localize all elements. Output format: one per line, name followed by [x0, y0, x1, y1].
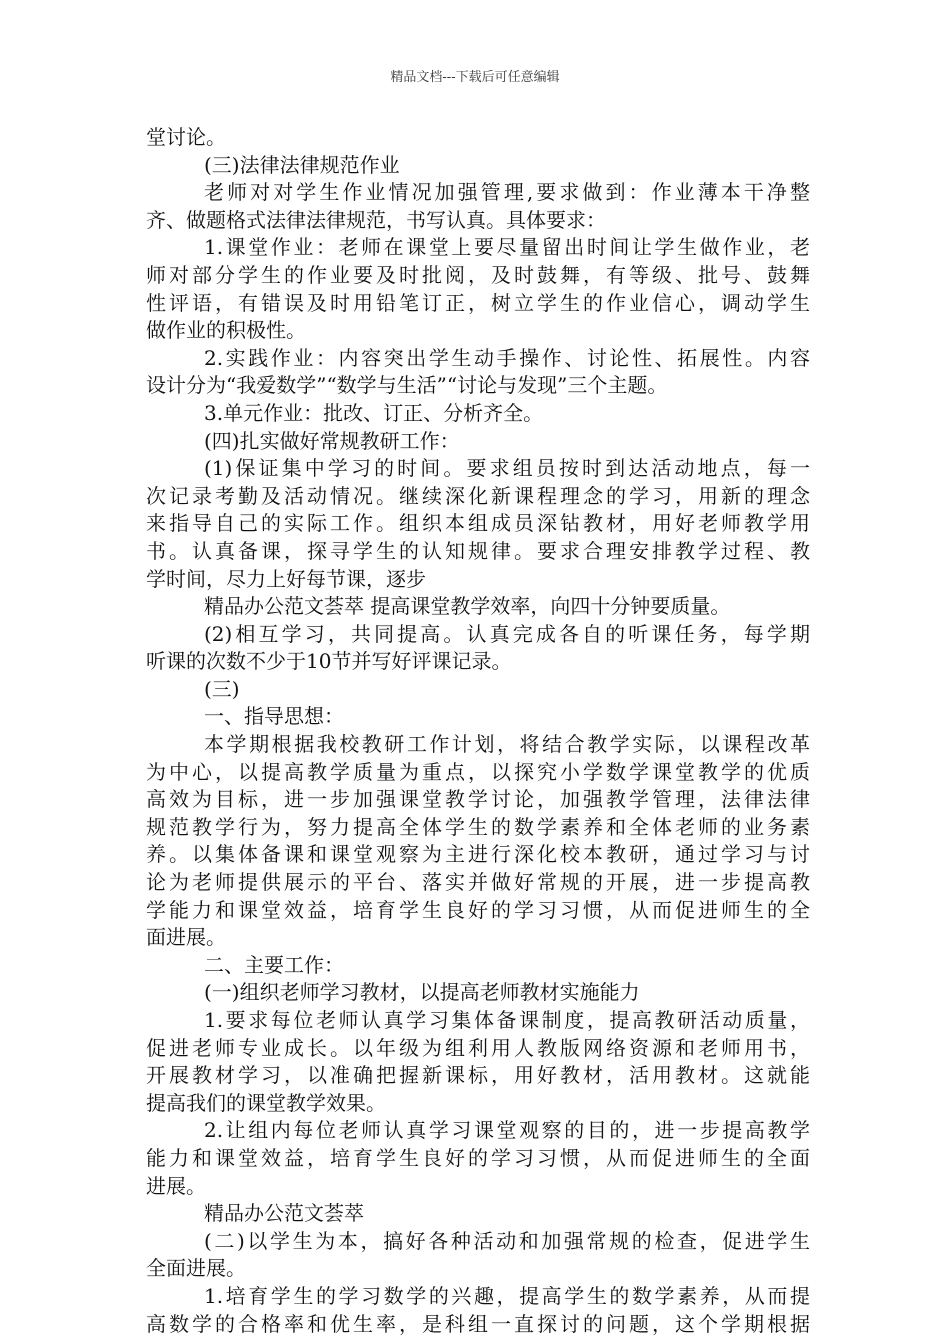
- section-heading: (四)扎实做好常规教研工作：: [204, 428, 460, 453]
- section-heading: (三): [204, 676, 240, 701]
- text-line: 为中心，以提高教学质量为重点，以探究小学数学课堂教学的优质: [146, 759, 810, 784]
- page-header: 精品文档---下载后可任意编辑: [390, 70, 560, 85]
- text-line: 1.培育学生的学习数学的兴趣，提高学生的数学素养，从而提: [204, 1283, 810, 1308]
- section-heading: 二、主要工作：: [204, 952, 344, 977]
- text-line: 2.实践作业：内容突出学生动手操作、讨论性、拓展性。内容: [204, 345, 810, 370]
- text-line: 本学期根据我校教研工作计划，将结合教学实际，以课程改革: [204, 732, 810, 757]
- text-line: 养。以集体备课和课堂观察为主进行深化校本教研，通过学习与讨: [146, 842, 810, 867]
- text-line: 高效为目标，进一步加强课堂教学讨论，加强教学管理，法律法律: [146, 787, 810, 812]
- text-line: 全面进展。: [146, 1256, 246, 1281]
- text-line: (2)相互学习，共同提高。认真完成各自的听课任务，每学期: [204, 621, 810, 646]
- section-heading: (二)以学生为本，搞好各种活动和加强常规的检查，促进学生: [204, 1228, 810, 1253]
- text-line: 3.单元作业：批改、订正、分析齐全。: [204, 400, 544, 425]
- text-line: 面进展。: [146, 925, 226, 950]
- text-line: (1)保证集中学习的时间。要求组员按时到达活动地点，每一: [204, 456, 810, 481]
- section-heading: (三)法律法律规范作业: [204, 152, 400, 177]
- text-line: 设计分为“我爱数学”“数学与生活”“讨论与发现”三个主题。: [146, 373, 668, 398]
- text-line: 1.课堂作业：老师在课堂上要尽量留出时间让学生做作业，老: [204, 235, 810, 260]
- text-line: 学时间，尽力上好每节课，逐步: [146, 566, 426, 591]
- text-line: 来指导自己的实际工作。组织本组成员深钻教材，用好老师教学用: [146, 511, 810, 536]
- text-line: 学能力和课堂效益，培育学生良好的学习习惯，从而促进师生的全: [146, 897, 810, 922]
- section-heading: (一)组织老师学习教材，以提高老师教材实施能力: [204, 980, 640, 1005]
- text-line: 堂讨论。: [146, 125, 226, 149]
- text-line: 老师对对学生作业情况加强管理,要求做到：作业薄本干净整: [204, 180, 810, 205]
- text-line: 精品办公范文荟萃: [204, 1201, 364, 1226]
- text-line: 齐、做题格式法律法律规范，书写认真。具体要求：: [146, 207, 606, 232]
- text-line: 能力和课堂效益，培育学生良好的学习习惯，从而促进师生的全面: [146, 1145, 810, 1170]
- text-line: 精品办公范文荟萃 提高课堂教学效率，向四十分钟要质量。: [204, 594, 731, 619]
- text-line: 进展。: [146, 1173, 206, 1198]
- text-line: 开展教材学习，以准确把握新课标，用好教材，活用教材。这就能: [146, 1063, 810, 1088]
- text-line: 次记录考勤及活动情况。继续深化新课程理念的学习，用新的理念: [146, 483, 810, 508]
- text-line: 促进老师专业成长。以年级为组利用人教版网络资源和老师用书，: [146, 1035, 810, 1060]
- text-line: 2.让组内每位老师认真学习课堂观察的目的，进一步提高教学: [204, 1118, 810, 1143]
- document-body: [146, 124, 810, 1338]
- text-line: 高数学的合格率和优生率，是科组一直探讨的问题，这个学期根据: [146, 1311, 810, 1336]
- text-line: 规范教学行为，努力提高全体学生的数学素养和全体老师的业务素: [146, 814, 810, 839]
- text-line: 性评语，有错误及时用铅笔订正，树立学生的作业信心，调动学生: [146, 290, 810, 315]
- text-line: 论为老师提供展示的平台、落实并做好常规的开展，进一步提高教: [146, 870, 810, 895]
- text-line: 书。认真备课，探寻学生的认知规律。要求合理安排教学过程、教: [146, 538, 810, 563]
- text-line: 1.要求每位老师认真学习集体备课制度，提高教研活动质量，: [204, 1008, 810, 1032]
- text-line: 提高我们的课堂教学效果。: [146, 1090, 386, 1115]
- text-line: 师对部分学生的作业要及时批阅，及时鼓舞，有等级、批号、鼓舞: [146, 262, 810, 287]
- text-line: 听课的次数不少于10节并写好评课记录。: [146, 649, 512, 674]
- section-heading: 一、指导思想：: [204, 704, 344, 729]
- text-line: 做作业的积极性。: [146, 318, 306, 343]
